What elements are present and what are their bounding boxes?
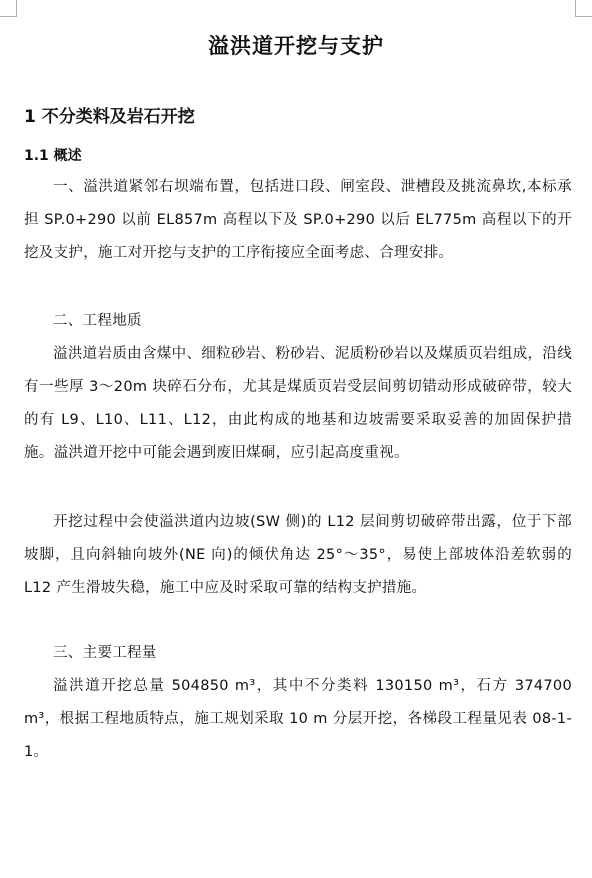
paragraph-overview: 一、溢洪道紧邻右坝端布置，包括进口段、闸室段、泄槽段及挑流鼻坎,本标承担 SP.0+290 以前 EL857m 高程以下及 SP.0+290 以后 EL775m 高程以下的开挖及支护，施工对开挖与支护的工序衔接应全面考虑、合理安排。 — [24, 179, 572, 261]
document-title: 溢洪道开挖与支护 — [208, 34, 384, 58]
subheading-quantities: 三、主要工程量 — [53, 645, 157, 661]
paragraph-excavation-risk: 开挖过程中会使溢洪道内边坡(SW 侧)的 L12 层间剪切破碎带出露，位于下部坡脚，且向斜轴向坡外(NE 向)的倾伏角达 25°～35°，易使上部坡体沿差软弱的 L12 产生滑坡失稳，施工中应及时采取可靠的结构支护措施。 — [24, 514, 572, 596]
paragraph-geology: 溢洪道岩质由含煤中、细粒砂岩、粉砂岩、泥质粉砂岩以及煤质页岩组成，沿线有一些厚 3～20m 块碎石分布，尤其是煤质页岩受层间剪切错动形成破碎带，较大的有 L9、L10、L11、L12，由此构成的地基和边坡需要采取妥善的加固保护措施。溢洪道开挖中可能会遇到废旧煤硐，应引起高度重视。 — [24, 346, 572, 461]
section-heading-1: 1 不分类料及岩石开挖 — [24, 107, 195, 127]
page-corner-mark-left — [0, 0, 17, 17]
section-heading-1-1: 1.1 概述 — [24, 148, 82, 164]
paragraph-quantities: 溢洪道开挖总量 504850 m³，其中不分类料 130150 m³，石方 374700 m³，根据工程地质特点，施工规划采取 10 m 分层开挖，各梯段工程量见表 08-1-1。 — [24, 678, 572, 760]
subheading-geology: 二、工程地质 — [53, 313, 142, 329]
page-corner-mark-right — [575, 0, 592, 17]
